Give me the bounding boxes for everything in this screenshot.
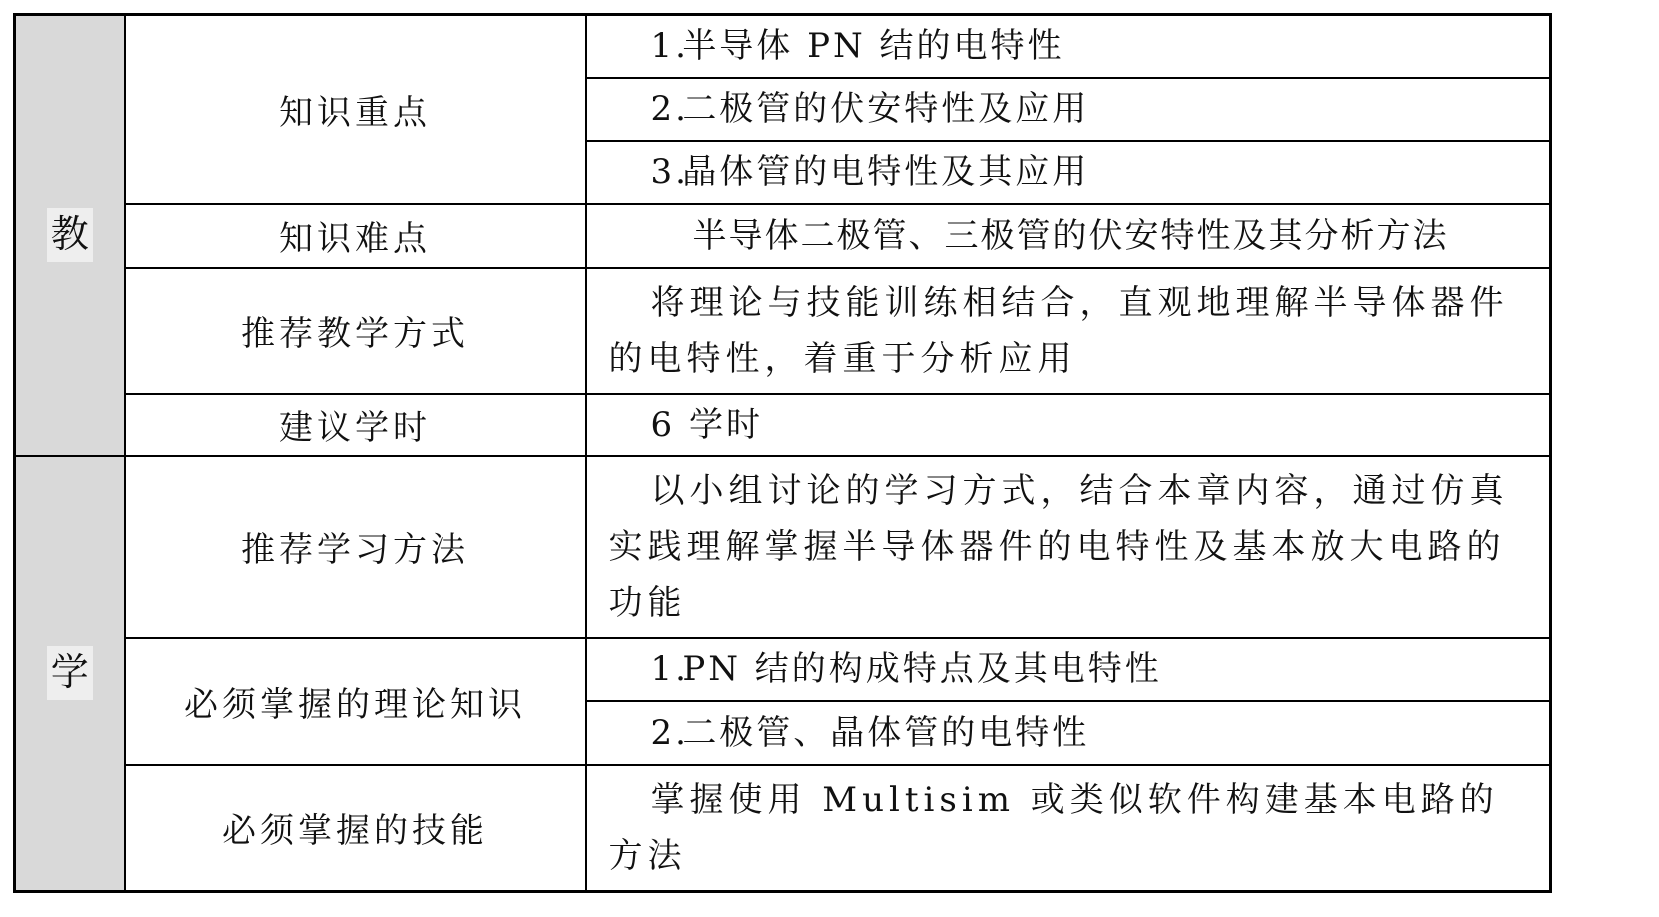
- item-text: 晶体管的电特性及其应用: [682, 152, 1090, 192]
- theory-item: [586, 638, 1551, 701]
- theory-item: [586, 701, 1551, 765]
- item-number: 1.: [650, 649, 689, 689]
- item-text: 二极管、晶体管的电特性: [682, 712, 1090, 753]
- item-text: PN 结的构成特点及其电特性: [682, 649, 1162, 689]
- table-row: [15, 15, 1551, 78]
- difficulties-value: [586, 204, 1551, 268]
- section-teach: [15, 15, 125, 456]
- section-teach-label: 教: [47, 208, 93, 262]
- theory-label: 必须掌握的理论知识: [125, 638, 586, 765]
- hours-value: [586, 394, 1551, 456]
- difficulties-label: 知识难点: [125, 204, 586, 268]
- item-text: 二极管的伏安特性及应用: [682, 89, 1090, 129]
- table-row: [15, 394, 1551, 456]
- item-number: 2.: [650, 712, 689, 753]
- key-points-label: 知识重点: [125, 15, 586, 204]
- key-point-item: [586, 78, 1551, 141]
- hours-text: 6 学时: [650, 404, 763, 445]
- table-row: [15, 204, 1551, 268]
- hours-label: 建议学时: [125, 394, 586, 456]
- item-number: 3.: [650, 152, 689, 192]
- skills-label: 必须掌握的技能: [125, 765, 586, 892]
- skills-text: 掌握使用 Multisim 或类似软件构建基本电路的方法: [586, 765, 1551, 892]
- item-number: 1.: [650, 26, 689, 67]
- item-number: 2.: [650, 89, 689, 129]
- difficulties-text: 半导体二极管、三极管的伏安特性及其分析方法: [692, 215, 1449, 256]
- learning-method-text: 以小组讨论的学习方式，结合本章内容，通过仿真实践理解掌握半导体器件的电特性及基本放大电路的功能: [586, 456, 1551, 638]
- teaching-method-label: 推荐教学方式: [125, 268, 586, 394]
- item-text: 半导体 PN 结的电特性: [682, 26, 1065, 67]
- section-learn: [15, 456, 125, 892]
- teaching-method-text: 将理论与技能训练相结合，直观地理解半导体器件的电特性，着重于分析应用: [586, 268, 1551, 394]
- section-learn-label: 学: [47, 646, 93, 700]
- learning-method-label: 推荐学习方法: [125, 456, 586, 638]
- key-point-item: [586, 15, 1551, 78]
- table-row: [15, 456, 1551, 638]
- table-row: [15, 638, 1551, 701]
- table-row: [15, 268, 1551, 394]
- table-row: [15, 765, 1551, 892]
- syllabus-table: [13, 13, 1552, 893]
- key-point-item: [586, 141, 1551, 204]
